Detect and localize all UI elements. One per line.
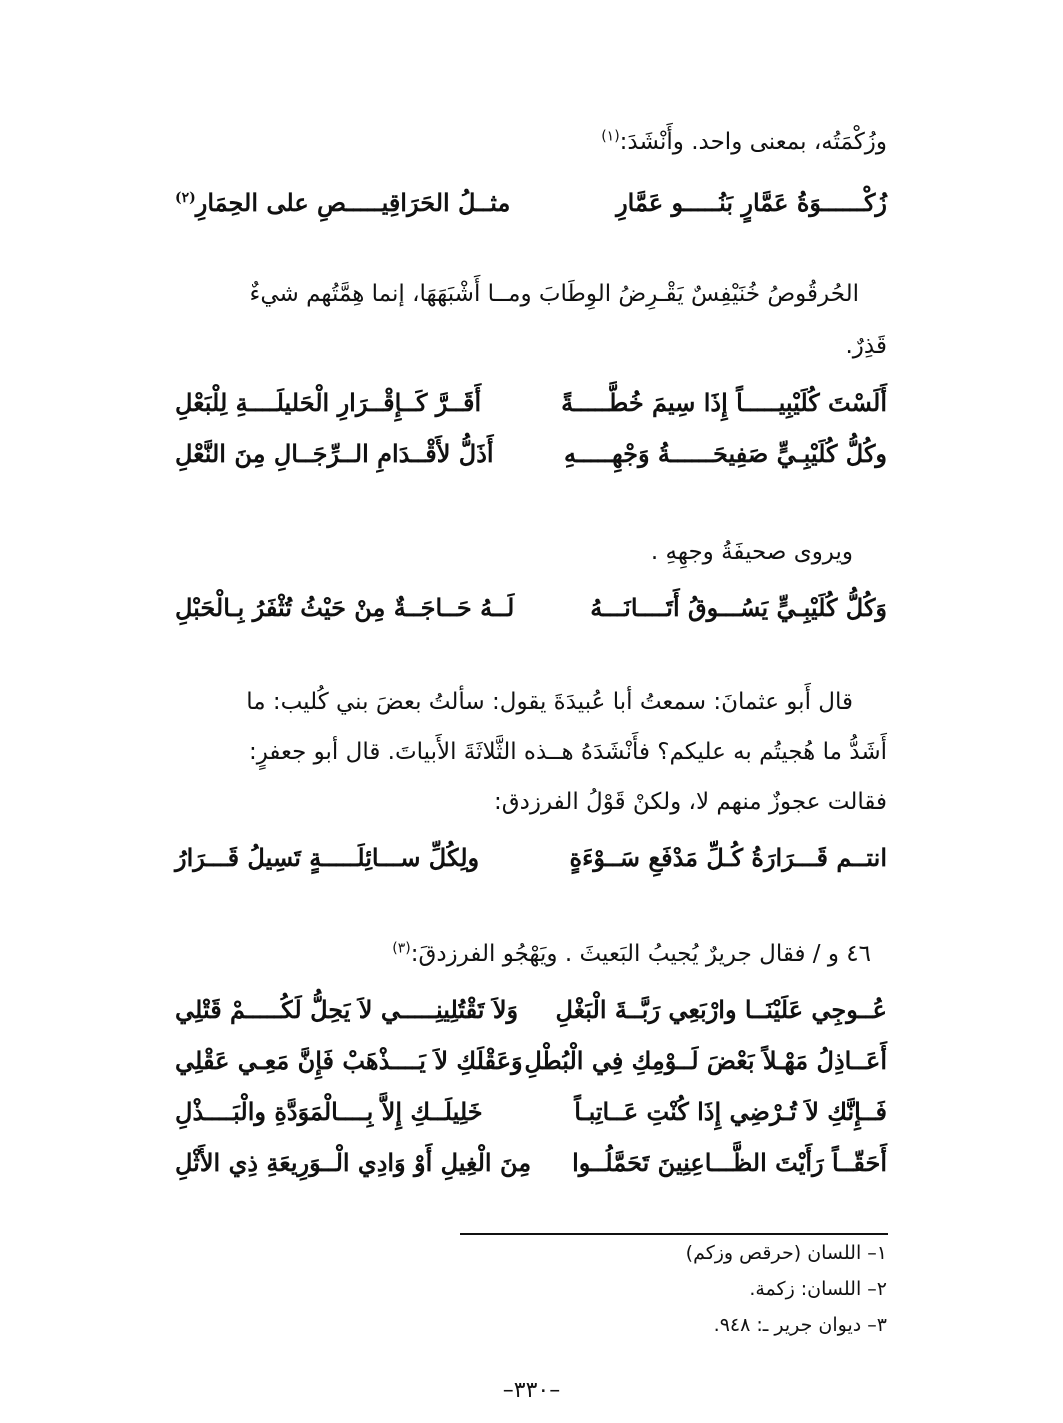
verse-line-2: [175, 383, 887, 423]
footnote-3: ٣– ديوان جرير ـ: ٩٤٨.: [713, 1314, 887, 1336]
verse-4-second-hemistich: لَــهُ حَــاجَــةٌ مِنْ حَيْثُ تُثْفَرُ بِـالْحَبْلِ: [175, 593, 515, 622]
verse-line-7: [175, 1041, 887, 1081]
verse-line-6: [175, 990, 887, 1030]
verse-4-first-hemistich: وَكُلُّ كُلَيْبِـيٍّ يَسُـــوقُ أَتَــــانَـــهُ: [590, 593, 887, 622]
intro-text: وزُكْمَتُه، بمعنى واحد. وأَنْشَدَ:: [619, 129, 887, 155]
verse-8-first-hemistich: فَــإِنَّكِ لاَ تُـرْضِي إِذَا كُنْتِ عَــاتِبـاً: [574, 1097, 887, 1126]
verse-2-first-hemistich: أَلَسْتَ كُلَيْبِيـــــاً إِذَا سِيمَ خُطَّـــــةً: [561, 388, 887, 417]
paragraph-2-line-1: ويروى صحيفَةُ وجهِهِ .: [650, 539, 853, 565]
verse-line-1: [175, 183, 887, 223]
verse-9-second-hemistich: مِنَ الْغِيلِ أَوْ وَادِي الْــوَرِيعَةِ ذِي الأَثْلِ: [175, 1148, 532, 1177]
footnote-ref-2[interactable]: (٢): [175, 190, 196, 206]
footnote-1: ١– اللسان (حرقص وزكم): [685, 1242, 887, 1264]
paragraph-3-line-2: أَشَدُّ ما هُجيتُم به عليكم؟ فأَنْشَدَهُ هــذه الثَّلاثَةَ الأَبياتَ. قال أبو جعفرٍ:: [248, 739, 887, 765]
verse-3-first-hemistich: وكُلُّ كُلَيْبِـيٍّ صَفِيحَــــــةُ وَجْهِـــــهِ: [564, 439, 887, 468]
verse-1-second-text: مثــلُ الحَرَاقِيـــــصِ على الحِمَارِ: [195, 188, 511, 217]
verse-line-8: [175, 1092, 887, 1132]
verse-8-second-hemistich: خَلِيلَــكِ إِلاَّ بِــــالْمَوَدَّةِ والْبَــــذْلِ: [175, 1097, 483, 1126]
footnote-divider: [460, 1233, 888, 1235]
paragraph-4-text: ٤٦ و / فقال جريرٌ يُجيبُ البَعيثَ . ويَهْجُو الفرزدقَ:: [410, 941, 871, 967]
verse-7-first-hemistich: أَعَــاذِلُ مَهْـلاً بَعْضَ لَــوْمِكِ فِي الْبُطْلِ: [524, 1046, 887, 1075]
intro-line: [175, 124, 887, 160]
verse-7-second-hemistich: وَعَقْلَكِ لاَ يَــــذْهَبْ فَإِنَّ مَعِـي عَقْلِي: [175, 1046, 523, 1075]
verse-9-first-hemistich: أَحَقّــاً رَأَيْتَ الظَّـــاعِنِينَ تَحَمَّلُــوا: [572, 1148, 887, 1177]
verse-line-9: [175, 1143, 887, 1183]
verse-6-first-hemistich: عُــوجِي عَلَيْنَــا وارْبَعِي رَبَّــةَ الْبَغْلِ: [555, 995, 887, 1024]
verse-5-first-hemistich: انتــم قَـــرَارَةُ كُـلِّ مَدْفَعِ سَــوْءَةٍ: [569, 843, 887, 872]
paragraph-4-line: [175, 936, 871, 972]
page-number: –٣٣٠–: [502, 1378, 561, 1403]
paragraph-1-line-2: قَذِرٌ.: [845, 333, 887, 359]
verse-1-first-hemistich: زُكْــــــوَةُ عَمَّارٍ بَنُـــــو عَمَّارِ: [616, 188, 887, 217]
paragraph-3-line-3: فقالت عجوزٌ منهم لا، ولكنْ قَوْلُ الفرزدق:: [494, 789, 887, 815]
verse-1-second-hemistich: [175, 183, 510, 223]
footnote-2: ٢– اللسان: زكمة.: [749, 1278, 887, 1300]
footnote-ref-3[interactable]: (٣): [392, 940, 411, 957]
verse-line-3: [175, 434, 887, 474]
verse-line-5: [175, 838, 887, 878]
verse-5-second-hemistich: ولِكُلِّ ســـائِلَـــــةٍ تَسِيلُ قَـــرَارُ: [175, 843, 480, 872]
verse-6-second-hemistich: وَلاَ تَقْتُلِينِـــــي لاَ يَحِلُّ لَكُـــــمْ قَتْلِي: [175, 995, 519, 1024]
paragraph-3-line-1: قال أَبو عثمانَ: سمعتُ أبا عُبيدَةَ يقول: سألتُ بعضَ بني كُليب: ما: [246, 689, 853, 715]
verse-line-4: [175, 588, 887, 628]
verse-2-second-hemistich: أَقَــرَّ كَــإِقْــرَارِ الْحَليلَــــةِ لِلْبَعْلِ: [175, 388, 482, 417]
paragraph-1-line-1: الحُرقُوصُ خُنَيْفِسٌ يَقْـرِضُ الوِطَابَ ومــا أَشْبَهَهَا، إنما هِمَّتُهم شيءٌ: [249, 281, 859, 307]
footnote-ref-1[interactable]: (١): [601, 128, 620, 145]
verse-3-second-hemistich: أَذَلُّ لأَقْــدَامِ الــرِّجَــالِ مِنَ النَّعْلِ: [175, 439, 494, 468]
